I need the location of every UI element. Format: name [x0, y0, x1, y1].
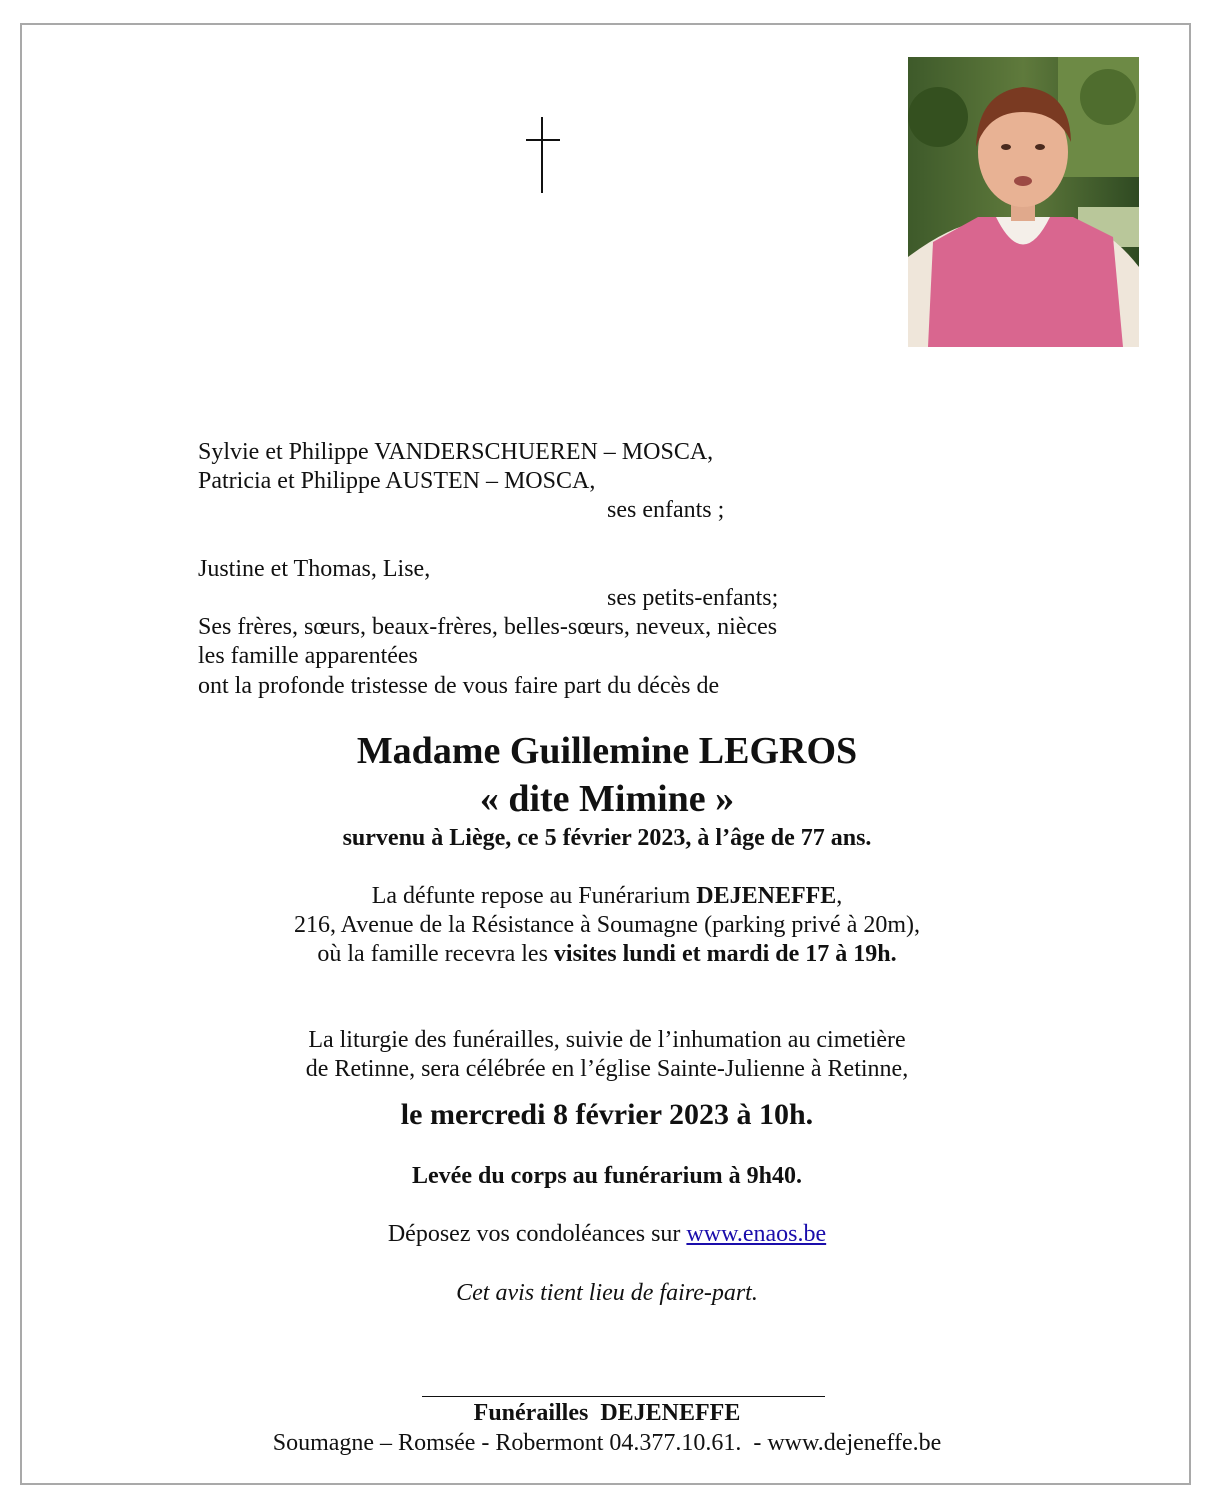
rest-line-2: 216, Avenue de la Résistance à Soumagne (parking privé à 20m),: [293, 912, 921, 938]
condolences-line: Déposez vos condoléances sur www.enaos.be: [387, 1221, 827, 1247]
footer-contact: Soumagne – Romsée - Robermont 04.377.10.61. - www.dejeneffe.be: [272, 1430, 942, 1456]
relatives-line: Ses frères, sœurs, beaux-frères, belles-sœurs, neveux, nièces: [198, 614, 778, 640]
family-children-line-1: Sylvie et Philippe VANDERSCHUEREN – MOSCA,: [198, 439, 714, 465]
visit-hours: visites lundi et mardi de 17 à 19h.: [553, 941, 897, 967]
announcement-line: ont la profonde tristesse de vous faire part du décès de: [198, 673, 720, 699]
funerarium-name: DEJENEFFE: [696, 883, 837, 909]
grandchildren-line: Justine et Thomas, Lise,: [198, 556, 431, 582]
footer-company: Funérailles DEJENEFFE: [473, 1400, 741, 1426]
liturgy-line-1: La liturgie des funérailles, suivie de l’inhumation au cimetière: [308, 1027, 906, 1053]
funeral-date: le mercredi 8 février 2023 à 10h.: [400, 1098, 814, 1131]
death-info: survenu à Liège, ce 5 février 2023, à l’âge de 77 ans.: [342, 825, 872, 851]
notice-line: Cet avis tient lieu de faire-part.: [456, 1280, 758, 1306]
footer-divider: [422, 1396, 825, 1397]
portrait-photo: [908, 57, 1139, 347]
extended-family-line: les famille apparentées: [198, 643, 418, 669]
children-role: ses enfants ;: [607, 497, 725, 523]
condolences-link[interactable]: www.enaos.be: [686, 1221, 827, 1247]
liturgy-line-2: de Retinne, sera célébrée en l’église Sainte-Julienne à Retinne,: [305, 1056, 909, 1082]
rest-line-1: La défunte repose au Funérarium DEJENEFFE,: [371, 883, 843, 909]
grandchildren-role: ses petits-enfants;: [607, 585, 779, 611]
cross-icon: [526, 117, 560, 193]
family-children-line-2: Patricia et Philippe AUSTEN – MOSCA,: [198, 468, 596, 494]
deceased-nickname: « dite Mimine »: [479, 778, 735, 820]
rest-line-3: où la famille recevra les visites lundi et mardi de 17 à 19h.: [317, 941, 897, 967]
deceased-name: Madame Guillemine LEGROS: [356, 730, 858, 772]
levee-line: Levée du corps au funérarium à 9h40.: [412, 1163, 802, 1189]
